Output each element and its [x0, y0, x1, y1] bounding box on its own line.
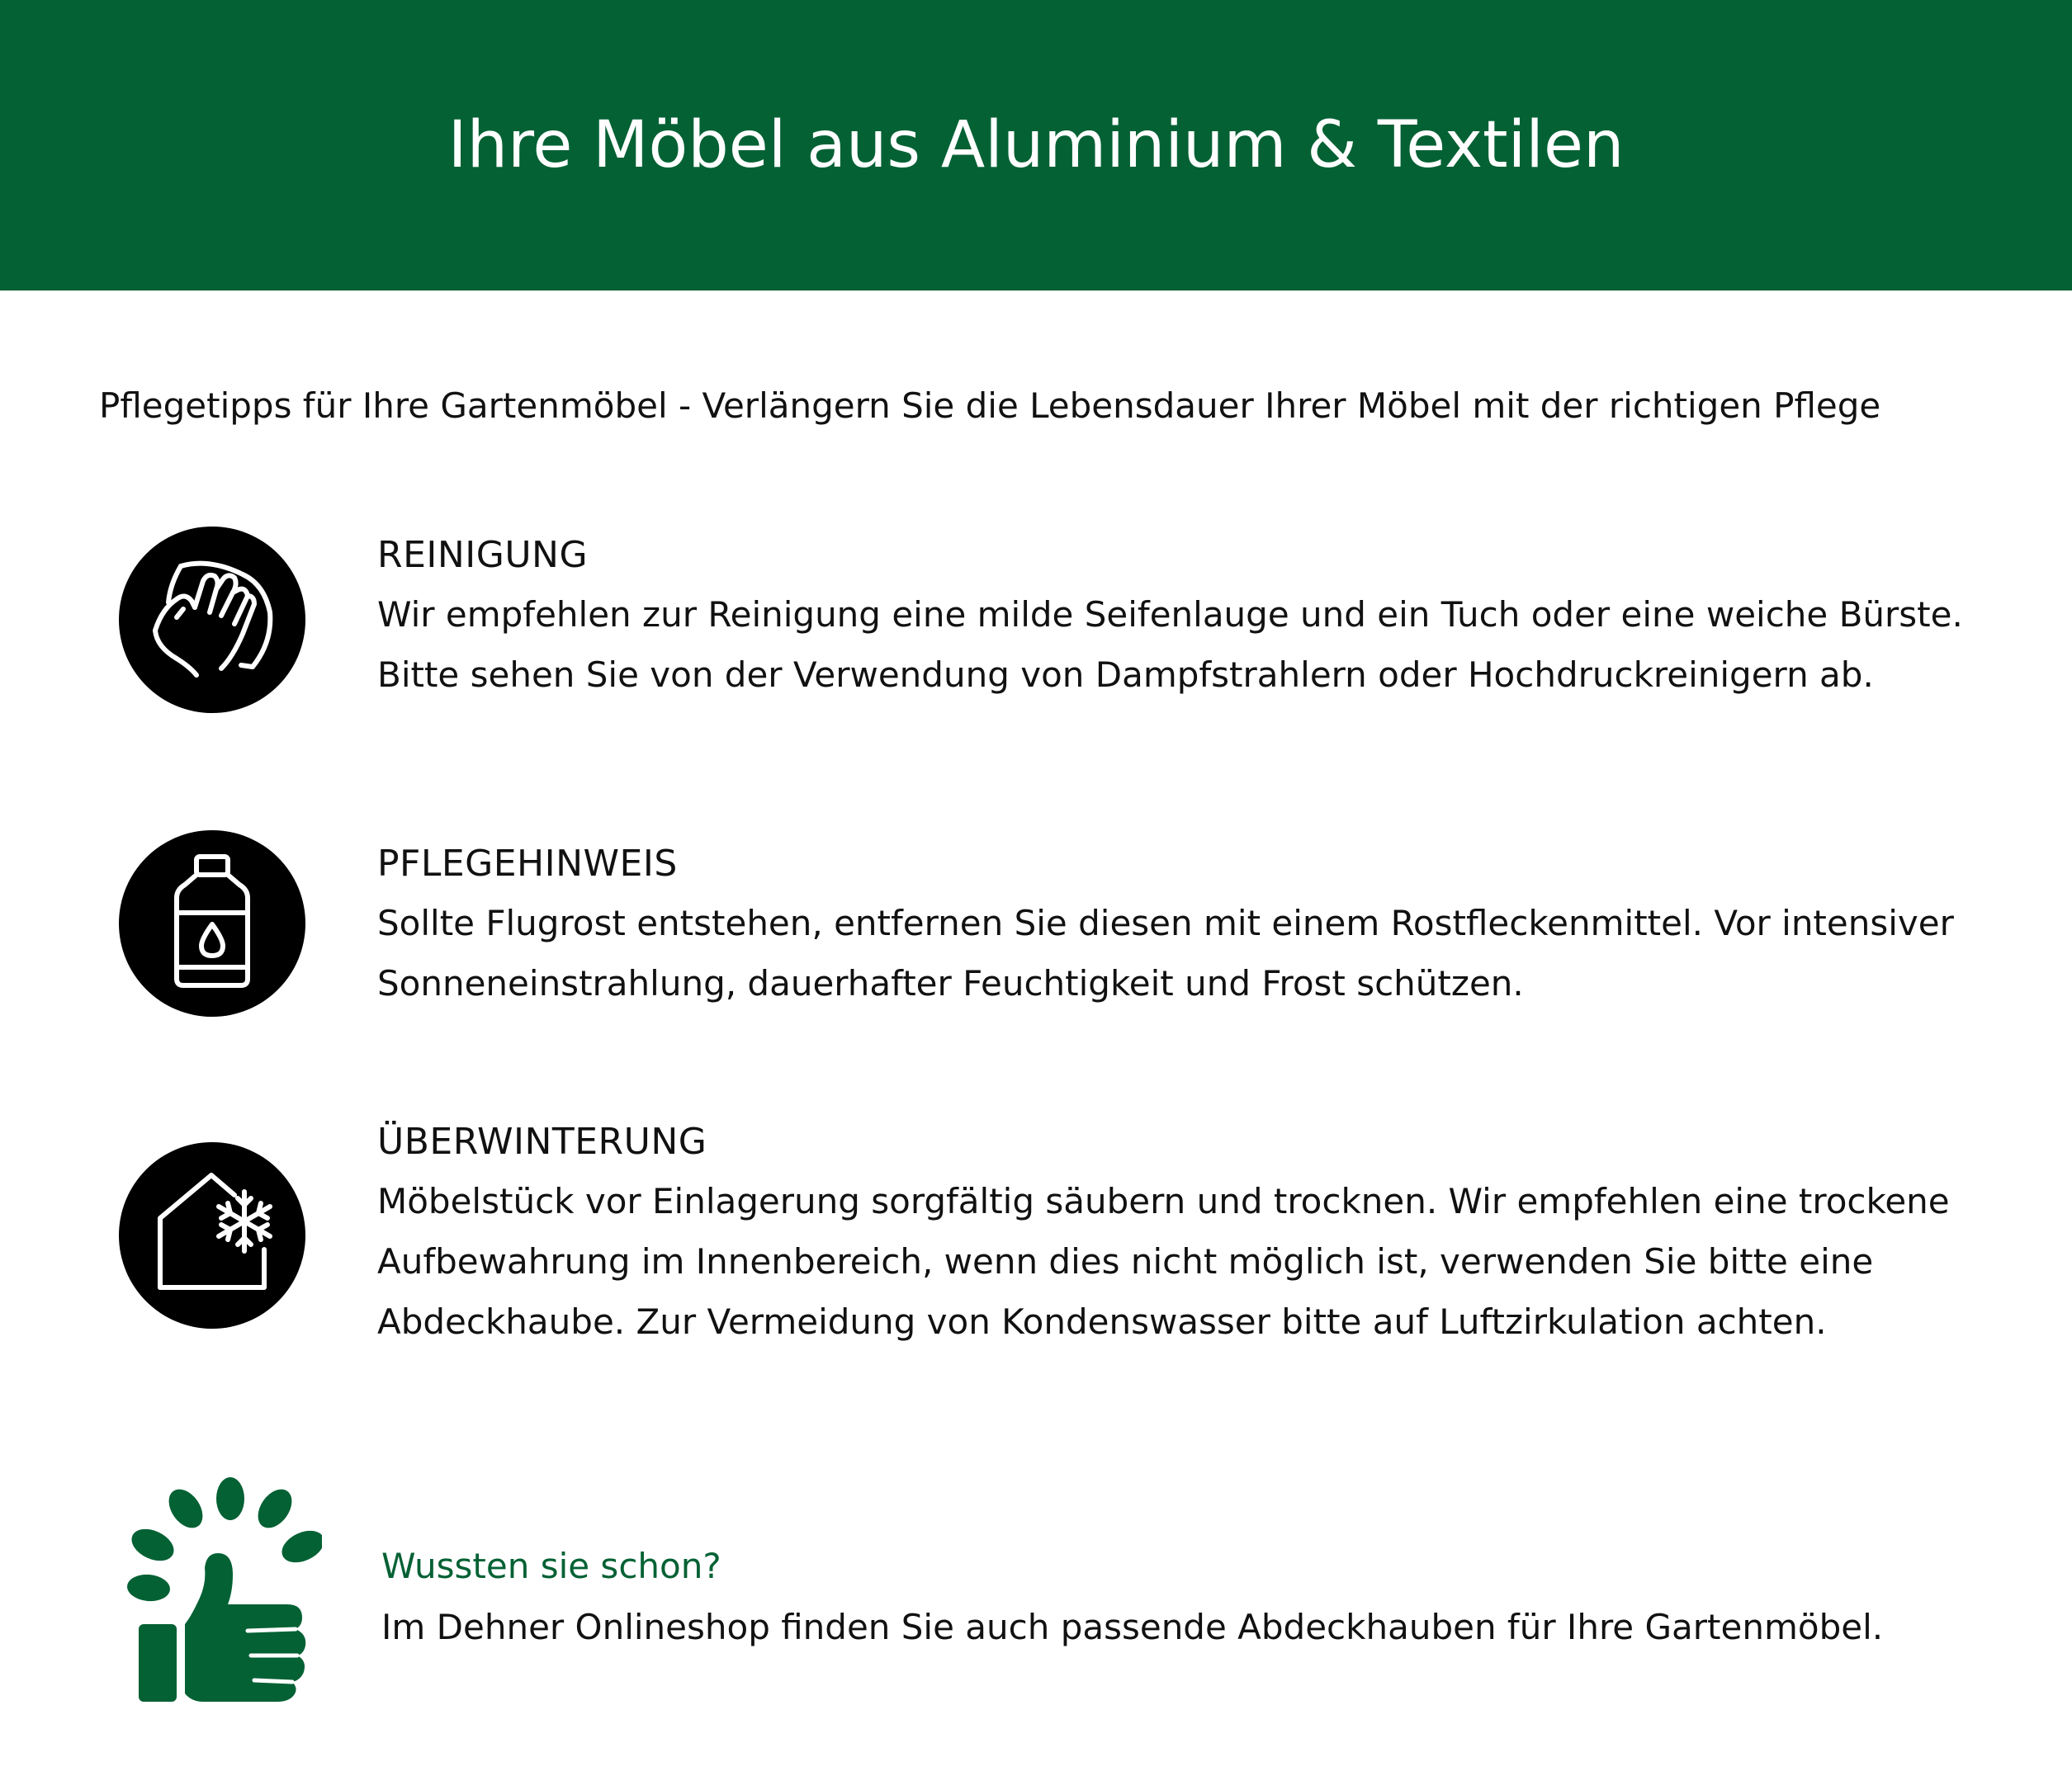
tip-title: REINIGUNG	[377, 534, 589, 576]
thumbs-up-leaves-icon	[116, 1477, 322, 1708]
tip-text-line: Wir empfehlen zur Reinigung eine milde Seifenlauge und ein Tuch oder eine weiche Bürste.	[377, 594, 1963, 635]
did-you-know-block	[381, 1535, 1883, 1657]
tip-title: ÜBERWINTERUNG	[377, 1121, 707, 1163]
intro-text: Pflegetipps für Ihre Gartenmöbel - Verlängern Sie die Lebensdauer Ihrer Möbel mit der richtigen Pflege	[99, 385, 1881, 426]
tip-text-line: Bitte sehen Sie von der Verwendung von Dampfstrahlern oder Hochdruckreinigern ab.	[377, 654, 1874, 695]
house-snowflake-icon	[119, 1142, 305, 1329]
tip-title: PFLEGEHINWEIS	[377, 843, 678, 885]
header-banner	[0, 0, 2072, 290]
bottle-drop-icon	[119, 830, 305, 1017]
tip-text-line: Aufbewahrung im Innenbereich, wenn dies nicht möglich ist, verwenden Sie bitte eine	[377, 1241, 1874, 1282]
hand-wiping-cloth-icon	[119, 527, 305, 713]
did-you-know-text: Im Dehner Onlineshop finden Sie auch passende Abdeckhauben für Ihre Gartenmöbel.	[381, 1607, 1884, 1647]
page-title: Ihre Möbel aus Aluminium & Textilen	[447, 108, 1625, 182]
tip-text-line: Sollte Flugrost entstehen, entfernen Sie diesen mit einem Rostfleckenmittel. Vor intensiver	[377, 903, 1954, 943]
tip-text-line: Sonneneinstrahlung, dauerhafter Feuchtigkeit und Frost schützen.	[377, 963, 1524, 1004]
tip-text-line: Möbelstück vor Einlagerung sorgfältig säubern und trocknen. Wir empfehlen eine trockene	[377, 1181, 1950, 1221]
did-you-know-title: Wussten sie schon?	[381, 1546, 721, 1586]
tip-text-line: Abdeckhaube. Zur Vermeidung von Kondenswasser bitte auf Luftzirkulation achten.	[377, 1301, 1827, 1342]
